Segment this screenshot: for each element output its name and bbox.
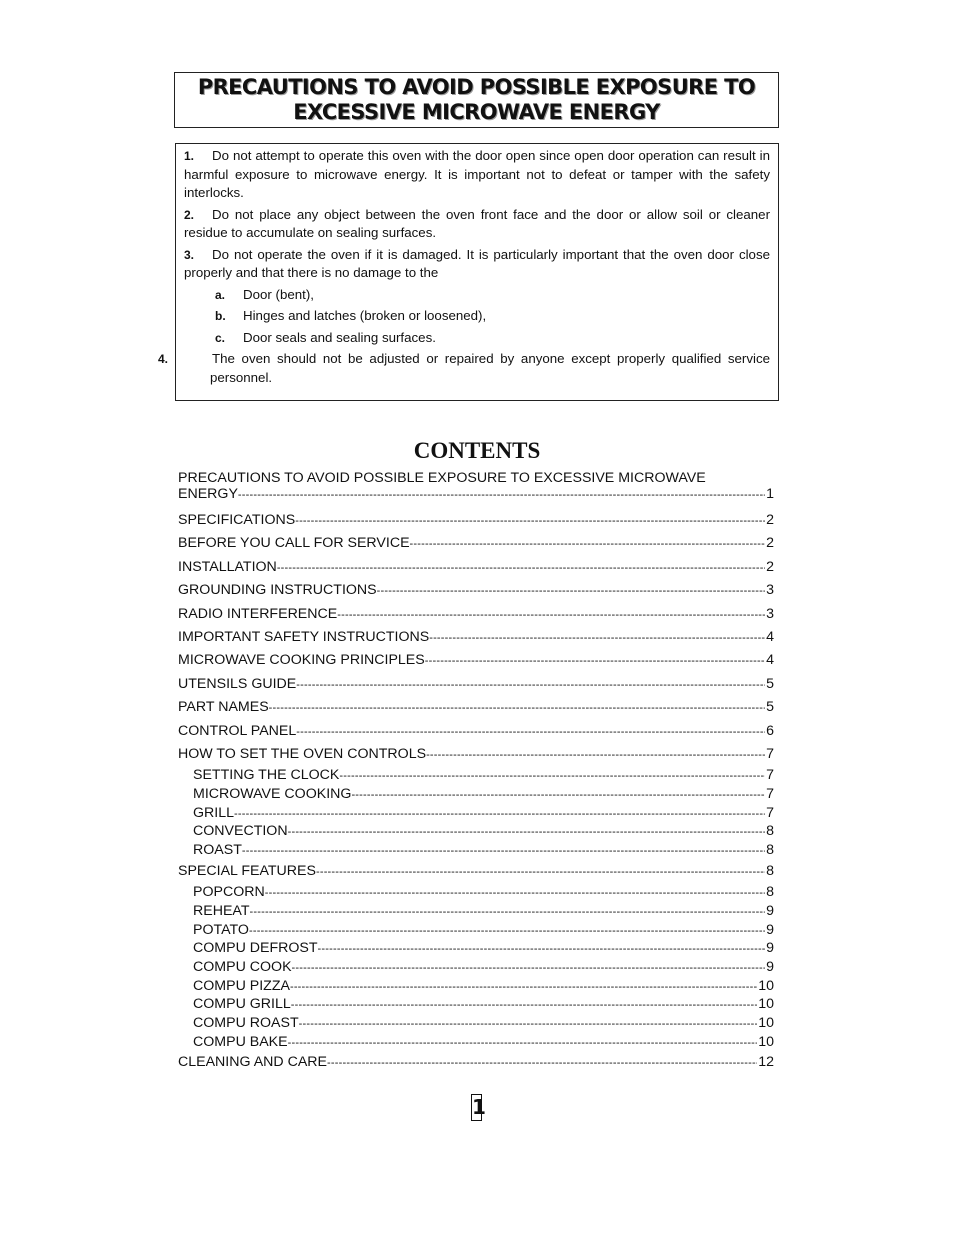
page-number: 1 bbox=[472, 1095, 486, 1119]
toc-entry[interactable] bbox=[178, 509, 774, 532]
toc-page: 2 bbox=[766, 535, 774, 552]
title-line-1: PRECAUTIONS TO AVOID POSSIBLE EXPOSURE TO bbox=[197, 75, 756, 99]
toc-page: 8 bbox=[766, 842, 774, 859]
toc-label: SPECIAL FEATURES bbox=[178, 862, 316, 879]
toc-label: COMPU BAKE bbox=[193, 1033, 288, 1050]
toc-leader bbox=[295, 510, 765, 532]
toc-leader bbox=[429, 627, 765, 649]
toc-page: 10 bbox=[758, 1014, 774, 1031]
toc-entry[interactable] bbox=[178, 532, 774, 555]
toc-leader bbox=[296, 721, 765, 743]
toc-label: POPCORN bbox=[193, 884, 265, 901]
toc-label: SPECIFICATIONS bbox=[178, 512, 296, 528]
toc-leader bbox=[299, 1015, 758, 1033]
toc-page: 10 bbox=[758, 977, 774, 994]
toc-label: MICROWAVE COOKING bbox=[193, 785, 352, 802]
toc-subentry[interactable] bbox=[178, 883, 774, 902]
precaution-text: Do not attempt to operate this oven with the door open since open door operation can result in harmful exposure to microwave energy. It is important not to defeat or tamper with the safety interlocks. bbox=[184, 148, 770, 200]
toc-leader bbox=[296, 674, 765, 696]
precaution-number: 2. bbox=[184, 207, 195, 222]
toc-leader bbox=[265, 884, 765, 902]
damage-letter: b. bbox=[215, 309, 226, 323]
toc-page: 3 bbox=[766, 605, 774, 622]
toc-leader bbox=[339, 767, 765, 785]
toc-entry[interactable] bbox=[178, 486, 774, 502]
toc-entry[interactable] bbox=[178, 626, 774, 649]
table-of-contents bbox=[178, 471, 774, 1075]
toc-subentry[interactable] bbox=[178, 1014, 774, 1033]
precaution-text: The oven should not be adjusted or repaired by anyone except properly qualified service personnel. bbox=[210, 351, 770, 385]
toc-leader bbox=[238, 487, 765, 502]
damage-text: Door seals and sealing surfaces. bbox=[243, 329, 436, 345]
precaution-text: Do not operate the oven if it is damaged. It is particularly important that the oven door close properly and that there is no damage to the bbox=[184, 246, 770, 280]
precaution-item-1 bbox=[184, 147, 770, 203]
toc-label: GROUNDING INSTRUCTIONS bbox=[178, 582, 377, 599]
toc-leader bbox=[351, 786, 765, 804]
toc-entry[interactable] bbox=[178, 696, 774, 719]
toc-page: 7 bbox=[766, 804, 774, 821]
toc-subentry[interactable] bbox=[178, 822, 774, 841]
toc-entry[interactable] bbox=[178, 579, 774, 602]
toc-page: 2 bbox=[766, 558, 774, 575]
precaution-number: 3. bbox=[184, 247, 195, 262]
toc-label: UTENSILS GUIDE bbox=[178, 675, 297, 692]
toc-leader bbox=[290, 978, 757, 996]
toc-label: INSTALLATION bbox=[178, 558, 277, 575]
toc-page: 5 bbox=[766, 699, 774, 716]
toc-page: 8 bbox=[766, 884, 774, 901]
toc-label: ROAST bbox=[193, 842, 242, 859]
toc-page: 8 bbox=[766, 823, 774, 840]
toc-label: COMPU DEFROST bbox=[193, 940, 318, 957]
toc-leader bbox=[288, 1034, 758, 1052]
toc-label: COMPU COOK bbox=[193, 958, 292, 975]
toc-leader bbox=[318, 940, 766, 958]
toc-page: 5 bbox=[766, 675, 774, 692]
toc-entry[interactable] bbox=[178, 603, 774, 626]
toc-label: HOW TO SET THE OVEN CONTROLS bbox=[178, 745, 427, 762]
precautions-title-box bbox=[174, 72, 779, 128]
toc-subentry[interactable] bbox=[178, 804, 774, 823]
toc-page: 4 bbox=[766, 628, 774, 645]
precaution-number: 1. bbox=[184, 149, 195, 163]
damage-letter: c. bbox=[215, 330, 226, 345]
toc-subentry[interactable] bbox=[178, 977, 774, 996]
toc-subentry[interactable] bbox=[178, 939, 774, 958]
damage-item-c bbox=[184, 329, 770, 348]
toc-label: RADIO INTERFERENCE bbox=[178, 605, 338, 622]
toc-page: 9 bbox=[766, 921, 774, 938]
toc-page: 12 bbox=[758, 1054, 774, 1071]
damage-letter: a. bbox=[215, 287, 226, 302]
toc-leader bbox=[288, 823, 766, 841]
toc-page: 9 bbox=[766, 958, 774, 975]
precautions-list bbox=[158, 143, 779, 401]
toc-entry[interactable] bbox=[178, 556, 774, 579]
toc-page: 10 bbox=[758, 996, 774, 1013]
precaution-item-4 bbox=[158, 350, 770, 387]
precaution-item-3 bbox=[184, 246, 770, 283]
title-line-2: EXCESSIVE MICROWAVE ENERGY bbox=[293, 100, 660, 124]
damage-item-a bbox=[184, 286, 770, 305]
toc-page: 7 bbox=[766, 785, 774, 802]
toc-label: CONVECTION bbox=[193, 823, 288, 840]
toc-leader bbox=[277, 557, 765, 579]
toc-leader bbox=[327, 1052, 757, 1074]
toc-entry[interactable] bbox=[178, 720, 774, 743]
toc-label: CLEANING AND CARE bbox=[178, 1054, 328, 1071]
toc-leader bbox=[291, 996, 757, 1014]
toc-label: COMPU ROAST bbox=[193, 1014, 299, 1031]
precaution-number: 4. bbox=[158, 352, 169, 366]
damage-text: Hinges and latches (broken or loosened), bbox=[243, 308, 487, 323]
toc-page: 7 bbox=[766, 767, 774, 784]
toc-leader bbox=[410, 533, 766, 555]
toc-subentry[interactable] bbox=[178, 995, 774, 1014]
toc-entry[interactable] bbox=[178, 860, 774, 883]
damage-item-b bbox=[184, 307, 770, 326]
toc-label: MICROWAVE COOKING PRINCIPLES bbox=[178, 652, 425, 669]
toc-page: 1 bbox=[766, 486, 774, 502]
toc-subentry[interactable] bbox=[178, 921, 774, 940]
toc-page: 9 bbox=[766, 940, 774, 957]
toc-entry-precautions-line1: PRECAUTIONS TO AVOID POSSIBLE EXPOSURE TO EXCESSIVE MICROWAVE bbox=[178, 470, 706, 486]
toc-leader bbox=[426, 744, 765, 766]
toc-page: 6 bbox=[766, 722, 774, 739]
toc-leader bbox=[269, 697, 765, 719]
toc-page: 3 bbox=[766, 582, 774, 599]
toc-page: 10 bbox=[758, 1033, 774, 1050]
contents-heading: CONTENTS bbox=[413, 438, 541, 463]
toc-label: IMPORTANT SAFETY INSTRUCTIONS bbox=[178, 628, 430, 645]
toc-label: SETTING THE CLOCK bbox=[193, 767, 340, 784]
toc-subentry[interactable] bbox=[178, 1033, 774, 1052]
toc-label: COMPU PIZZA bbox=[193, 977, 290, 994]
precaution-text: Do not place any object between the oven front face and the door or allow soil or cleaner residue to accumulate on sealing surfaces. bbox=[184, 206, 770, 240]
toc-label: POTATO bbox=[193, 921, 249, 938]
precaution-item-2 bbox=[184, 206, 770, 243]
toc-entry[interactable] bbox=[178, 673, 774, 696]
toc-entry[interactable] bbox=[178, 743, 774, 766]
toc-label: PART NAMES bbox=[178, 699, 269, 716]
toc-subentry[interactable] bbox=[178, 902, 774, 921]
toc-label: CONTROL PANEL bbox=[178, 722, 297, 739]
toc-leader bbox=[249, 922, 765, 940]
toc-leader bbox=[377, 580, 765, 602]
toc-page: 8 bbox=[766, 862, 774, 879]
toc-leader bbox=[292, 959, 766, 977]
toc-label: GRILL bbox=[193, 804, 235, 821]
toc-page: 9 bbox=[766, 902, 774, 919]
toc-subentry[interactable] bbox=[178, 958, 774, 977]
damage-text: Door (bent), bbox=[243, 286, 314, 302]
toc-page: 2 bbox=[766, 512, 774, 528]
toc-page: 4 bbox=[766, 652, 774, 669]
toc-leader bbox=[425, 650, 765, 672]
toc-leader bbox=[316, 861, 765, 883]
toc-entry[interactable] bbox=[178, 649, 774, 672]
toc-leader bbox=[234, 805, 765, 823]
toc-leader bbox=[250, 903, 766, 921]
toc-entry[interactable] bbox=[178, 1051, 774, 1074]
toc-page: 7 bbox=[766, 745, 774, 762]
toc-subentry[interactable] bbox=[178, 785, 774, 804]
toc-label: ENERGY bbox=[178, 486, 238, 502]
toc-subentry[interactable] bbox=[178, 841, 774, 860]
toc-label: BEFORE YOU CALL FOR SERVICE bbox=[178, 535, 410, 552]
toc-label: COMPU GRILL bbox=[193, 996, 291, 1013]
toc-label: REHEAT bbox=[193, 902, 250, 919]
toc-subentry[interactable] bbox=[178, 766, 774, 785]
toc-leader bbox=[337, 604, 765, 626]
toc-leader bbox=[242, 842, 765, 860]
